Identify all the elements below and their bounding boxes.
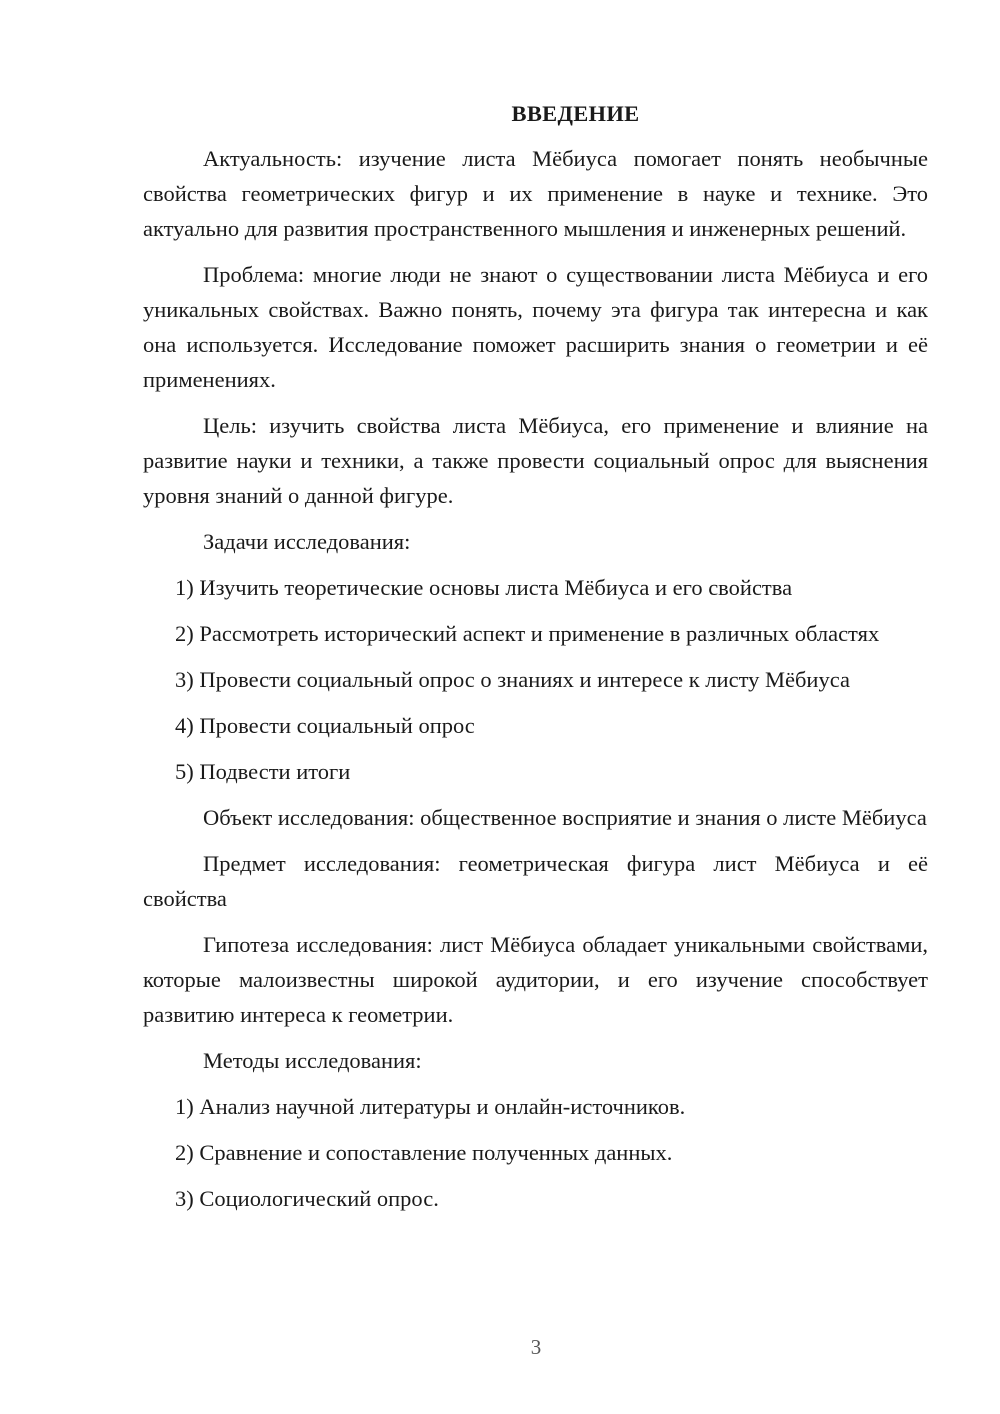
methods-list — [143, 1089, 928, 1216]
subject-paragraph: Предмет исследования: геометрическая фигура лист Мёбиуса и её свойства — [143, 851, 928, 911]
list-item: 5) Подвести итоги — [175, 759, 351, 784]
relevance-paragraph: Актуальность: изучение листа Мёбиуса помогает понять необычные свойства геометрических фигур и их применение в науке и технике. Это актуально для развития пространственного мышления и инженерных решений. — [143, 146, 928, 241]
list-item: 3) Социологический опрос. — [175, 1186, 439, 1211]
list-item: 2) Сравнение и сопоставление полученных данных. — [175, 1140, 673, 1165]
section-title: ВВЕДЕНИЕ — [511, 101, 640, 126]
page-number: 3 — [530, 1335, 542, 1359]
list-item: 1) Анализ научной литературы и онлайн-источников. — [175, 1094, 686, 1119]
problem-paragraph: Проблема: многие люди не знают о существовании листа Мёбиуса и его уникальных свойствах. Важно понять, почему эта фигура так интересна и как она используется. Исследование поможет расширить знания о геометрии и её применениях. — [143, 262, 928, 392]
list-item: 3) Провести социальный опрос о знаниях и интересе к листу Мёбиуса — [175, 667, 850, 692]
list-item: 4) Провести социальный опрос — [175, 713, 475, 738]
tasks-heading: Задачи исследования: — [203, 529, 411, 554]
list-item: 2) Рассмотреть исторический аспект и применение в различных областях — [175, 621, 880, 646]
object-paragraph: Объект исследования: общественное восприятие и знания о листе Мёбиуса — [203, 805, 927, 830]
tasks-list — [143, 570, 928, 789]
hypothesis-paragraph: Гипотеза исследования: лист Мёбиуса обладает уникальными свойствами, которые малоизвестны широкой аудитории, и его изучение способствует развитию интереса к геометрии. — [143, 932, 928, 1027]
methods-heading: Методы исследования: — [203, 1048, 422, 1073]
list-item: 1) Изучить теоретические основы листа Мёбиуса и его свойства — [175, 575, 793, 600]
goal-paragraph: Цель: изучить свойства листа Мёбиуса, его применение и влияние на развитие науки и техники, а также провести социальный опрос для выяснения уровня знаний о данной фигуре. — [143, 413, 928, 508]
document-page — [143, 96, 928, 1227]
